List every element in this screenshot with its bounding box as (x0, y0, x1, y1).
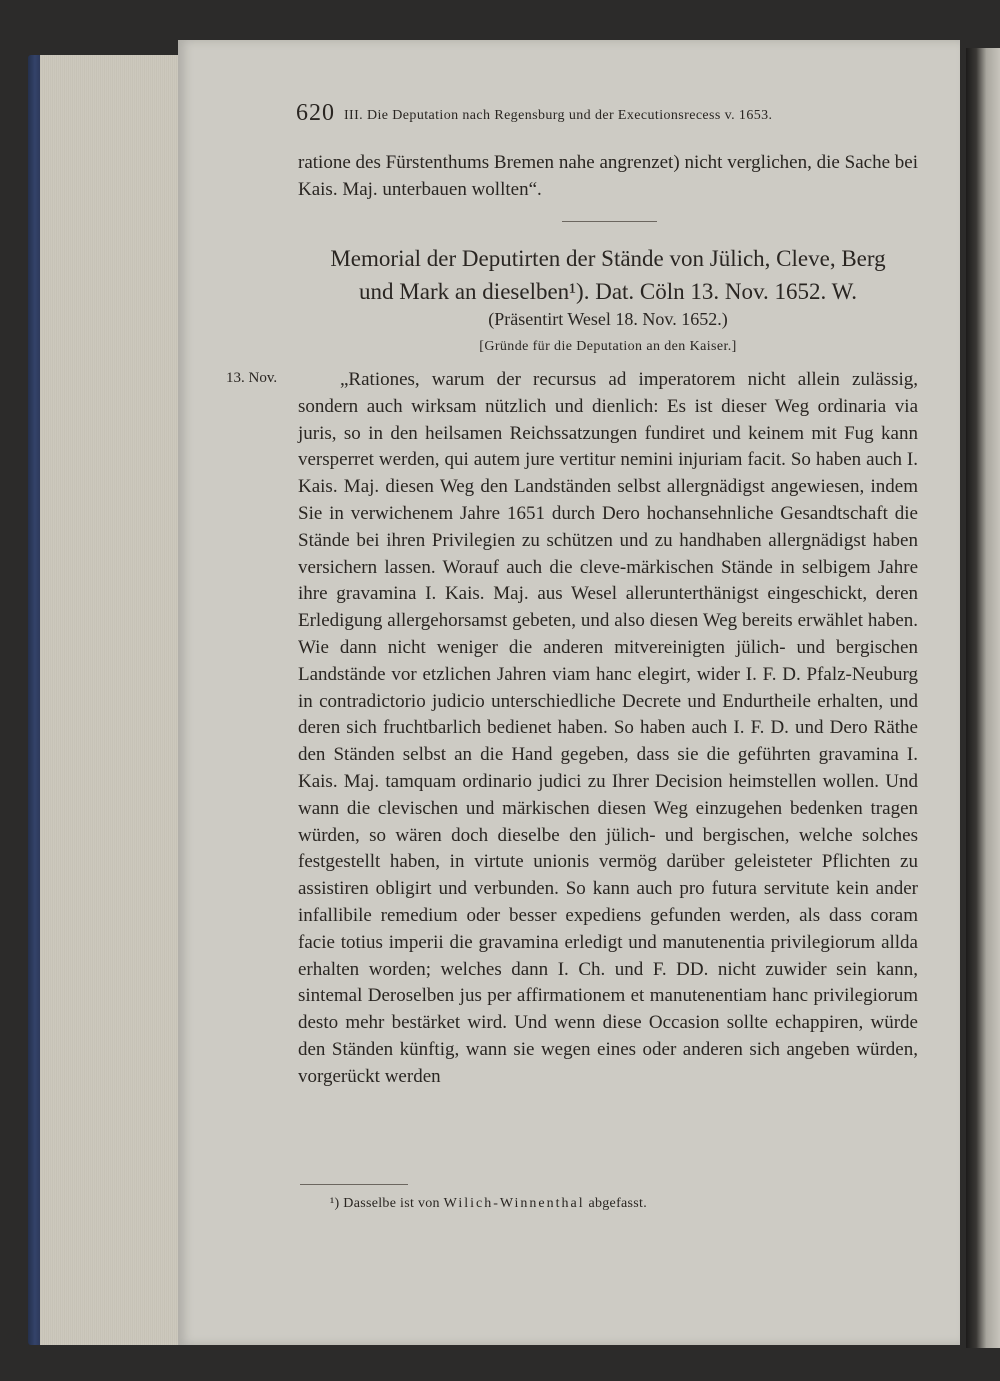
body-paragraph (298, 367, 918, 1091)
title-line-1: Memorial der Deputirten der Stände von Jülich, Cleve, Berg (330, 246, 886, 271)
document-subtitle: (Präsentirt Wesel 18. Nov. 1652.) (488, 309, 728, 329)
footnote-name: Wilich-Winnenthal (443, 1196, 585, 1211)
footnote-marker: ¹) (330, 1196, 340, 1211)
footnote-text-after: abgefasst. (588, 1196, 648, 1211)
facing-page-edge (966, 48, 1000, 1348)
bracket-note: [Gründe für die Deputation an den Kaiser.] (479, 339, 737, 354)
intro-text: ratione des Fürstenthums Bremen nahe angrenzet) nicht verglichen, die Sache bei Kais. Maj. unterbauen wollten“. (298, 152, 918, 200)
running-head: III. Die Deputation nach Regensburg und der Executionsrecess v. 1653. (344, 108, 773, 123)
page-number: 620 (296, 100, 335, 126)
body-text: „Rationes, warum der recursus ad imperatorem nicht allein zulässig, sondern auch wirksam nützlich und dienlich: Es ist dieser Weg ordinaria via juris, so in den heilsamen Reichssatzungen fundiret und keinem mit Fug kann versperret werden, qui autem jure vertitur nemini injuriam facit. So haben auch I. Kais. Maj. diesen Weg den Landständen selbst allergnädigst angewiesen, indem Sie in verwichenem Jahre 1651 durch Dero hochansehnliche Gesandtschaft die Stände bei ihren Privilegien zu schützen und zu handhaben allergnädigst haben versichern lassen. Worauf auch die cleve-märkischen Stände in selbigem Jahre ihre gravamina I. Kais. Maj. aus Wesel allerunterthänigst eingeschickt, deren Erledigung allergehorsamst gebeten, und also diesen Weg bereits erwählet haben. Wie dann nicht weniger die anderen mitvereinigten jülich- und bergischen Landstände vor etzlichen Jahren viam hanc elegirt, wider I. F. D. Pfalz-Neuburg in contradictorio judicio unterschiedliche Decrete und Endurtheile erhalten, und deren sich fruchtbarlich bedienet haben. So haben auch I. F. D. und Dero Räthe den Ständen selbst an die Hand gegeben, dass sie die geführten gravamina I. Kais. Maj. tamquam ordinario judici zu Ihrer Decision heimstellen wollen. Und wann die clevischen und märkischen diesen Weg einzugehen bedenken tragen würden, so wären doch dieselbe den jülich- und bergischen, welche solches festgestellt haben, in virtute unionis vermög darüber geleisteter Pflichten zu assistiren obligirt und verbunden. So kann auch pro futura servitute kein ander infallibile remedium oder besser expediens gefunden werden, als dass coram facie totius imperii die gravamina erledigt und manutenentia privilegiorum allda erhalten worden; welches dann I. Ch. und F. DD. nicht zuwider sein kann, sintemal Deroselben jus per affirmationem et manutenentiam hanc privilegiorum desto mehr bestärket wird. Und wenn diese Occasion sollte echappiren, würde den Ständen künftig, wann sie wegen eines oder anderen sich angeben würden, vorgerückt werden (298, 369, 918, 1087)
document-title (298, 242, 918, 308)
page-header (283, 100, 923, 136)
footnote (330, 1196, 647, 1212)
section-divider (562, 221, 657, 222)
page-stack-edge (40, 55, 190, 1345)
footnote-rule (300, 1184, 408, 1185)
margin-date: 13. Nov. (226, 370, 278, 386)
title-line-2: und Mark an dieselben¹). Dat. Cöln 13. Nov. 1652. W. (359, 279, 857, 304)
footnote-text-before: Dasselbe ist von (343, 1196, 440, 1211)
intro-paragraph (298, 150, 918, 204)
